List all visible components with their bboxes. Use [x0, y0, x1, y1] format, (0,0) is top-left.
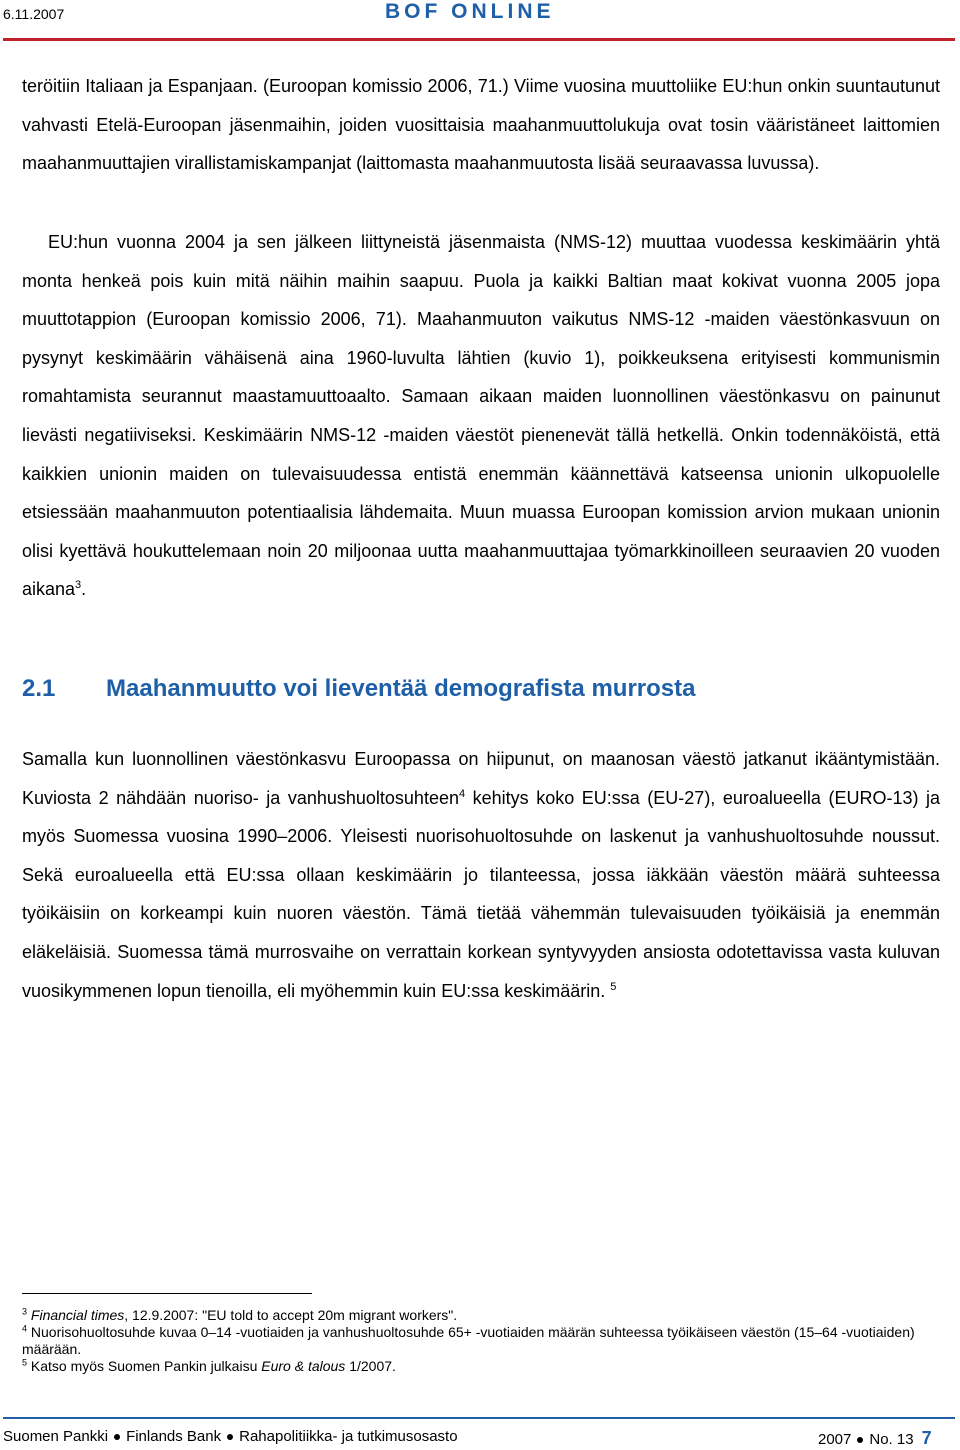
- section-heading: [22, 675, 695, 703]
- paragraph-2-text: EU:hun vuonna 2004 ja sen jälkeen liittyneistä jäsenmaista (NMS-12) muuttaa vuodessa keskimäärin yhtä monta henkeä pois kuin mitä näihin maihin saapuu. Puola ja kaikki Baltian maat kokivat vuonna 2005 jopa muuttotappion (Euroopan komissio 2006, 71). Maahanmuuton vaikutus NMS-12 -maiden väestönkasvuun on pysynyt keskimäärin vähäisenä aina 1960-luvulta lähtien (kuvio 1), poikkeuksena erityisesti kommunismin romahtamista seurannut maastamuuttoaalto. Samaan aikaan maiden luonnollinen väestönkasvu on painunut lievästi negatiiviseksi. Keskimäärin NMS-12 -maiden väestöt pienenevät tällä hetkellä. Onkin todennäköistä, että kaikkien unionin maiden on tulevaisuudessa entistä enemmän käännettävä katseensa unionin ulkopuolelle etsiessään maahanmuuton potentiaalisia lähdemaita. Muun muassa Euroopan komission arvion mukaan unionin olisi kyettävä houkuttelemaan noin 20 miljoonaa uutta maahanmuuttajaa työmarkkinoilleen seuraavien 20 vuoden aikana: [22, 232, 940, 600]
- footnote-5-post: 1/2007.: [345, 1358, 396, 1374]
- header-divider: [3, 38, 955, 41]
- footnote-3-source: Financial times: [30, 1307, 125, 1323]
- paragraph-3-part-a: Samalla kun luonnollinen väestönkasvu Euroopassa on hiipunut, on maanosan väestö jatkanut ikääntymistään. Kuviosta 2 nähdään nuoriso- ja vanhushuoltosuhteen: [22, 749, 940, 808]
- footnote-5-publication: Euro & talous: [261, 1358, 346, 1374]
- bullet-icon: [857, 1437, 863, 1443]
- paragraph-3-part-b: kehitys koko EU:ssa (EU-27), euroalueella (EURO-13) ja myös Suomessa vuosina 1990–2006. Yleisesti nuorisohuoltosuhde on laskenut ja vanhushuoltosuhde noussut. Sekä euroalueella että EU:ssa ollaan keskimäärin jo tilanteessa, jossa iäkkään väestön määrä suhteessa työikäisiin on korkeampi kuin nuoren väestön. Tämä tietää vähemmän tulevaisuuden työikäisiä ja enemmän eläkeläisiä. Suomessa tämä murrosvaihe on verrattain korkean syntyvyyden ansiosta odotettavissa vasta kuluvan vuosikymmenen lopun tienoilla, eli myöhemmin kuin EU:ssa keskimäärin.: [22, 787, 941, 1001]
- paragraph-2: [22, 223, 940, 609]
- paragraph-2-end: .: [81, 579, 87, 600]
- footer-divider: [3, 1417, 955, 1419]
- paragraph-3: [22, 740, 940, 1010]
- bullet-icon: [114, 1434, 120, 1440]
- footnote-ref-5[interactable]: 5: [610, 980, 617, 993]
- footer-publisher: [3, 1428, 458, 1445]
- header-title: BOF ONLINE: [385, 0, 555, 23]
- footnote-5-number: 5: [22, 1357, 28, 1368]
- footnote-5-pre: Katso myös Suomen Pankin julkaisu: [30, 1358, 262, 1374]
- section-title: Maahanmuutto voi lieventää demografista murrosta: [106, 675, 696, 702]
- footer-org-fi: Suomen Pankki: [3, 1428, 109, 1445]
- section-number: 2.1: [22, 675, 56, 702]
- bullet-icon: [227, 1434, 233, 1440]
- footnote-divider: [22, 1293, 312, 1294]
- footer-issue-number: No. 13: [869, 1431, 914, 1448]
- footer-department: Rahapolitiikka- ja tutkimusosasto: [239, 1428, 458, 1445]
- footnote-5: [22, 1358, 940, 1375]
- page-number: 7: [921, 1428, 932, 1448]
- footer-org-sv: Finlands Bank: [126, 1428, 222, 1445]
- paragraph-1: teröitiin Italiaan ja Espanjaan. (Euroopan komissio 2006, 71.) Viime vuosina muuttoliike EU:hun onkin suuntautunut vahvasti Etelä-Euroopan jäsenmaihin, joiden vuosittaisia maahanmuuttolukuja ovat tosin vääristäneet laittomien maahanmuuttajien virallistamiskampanjat (laittomasta maahanmuutosta lisää seuraavassa luvussa).: [22, 76, 940, 174]
- footnote-3: [22, 1307, 940, 1324]
- footnote-3-text: , 12.9.2007: "EU told to accept 20m migrant workers".: [124, 1307, 458, 1323]
- footnotes: [22, 1307, 940, 1375]
- footnote-ref-4[interactable]: 4: [458, 787, 466, 800]
- footnote-4-number: 4: [22, 1323, 28, 1334]
- footer-year: 2007: [818, 1431, 852, 1448]
- footnote-3-number: 3: [22, 1306, 28, 1317]
- footnote-ref-3[interactable]: 3: [75, 579, 82, 592]
- footnote-4-text: Nuorisohuoltosuhde kuvaa 0–14 -vuotiaiden ja vanhushuoltosuhde 65+ -vuotiaiden määrän suhteessa työikäiseen väestön (15–64 -vuotiaiden) määrään.: [22, 1324, 915, 1357]
- footer-issue: [818, 1428, 932, 1449]
- footnote-4: [22, 1324, 940, 1358]
- header-date: 6.11.2007: [3, 6, 65, 22]
